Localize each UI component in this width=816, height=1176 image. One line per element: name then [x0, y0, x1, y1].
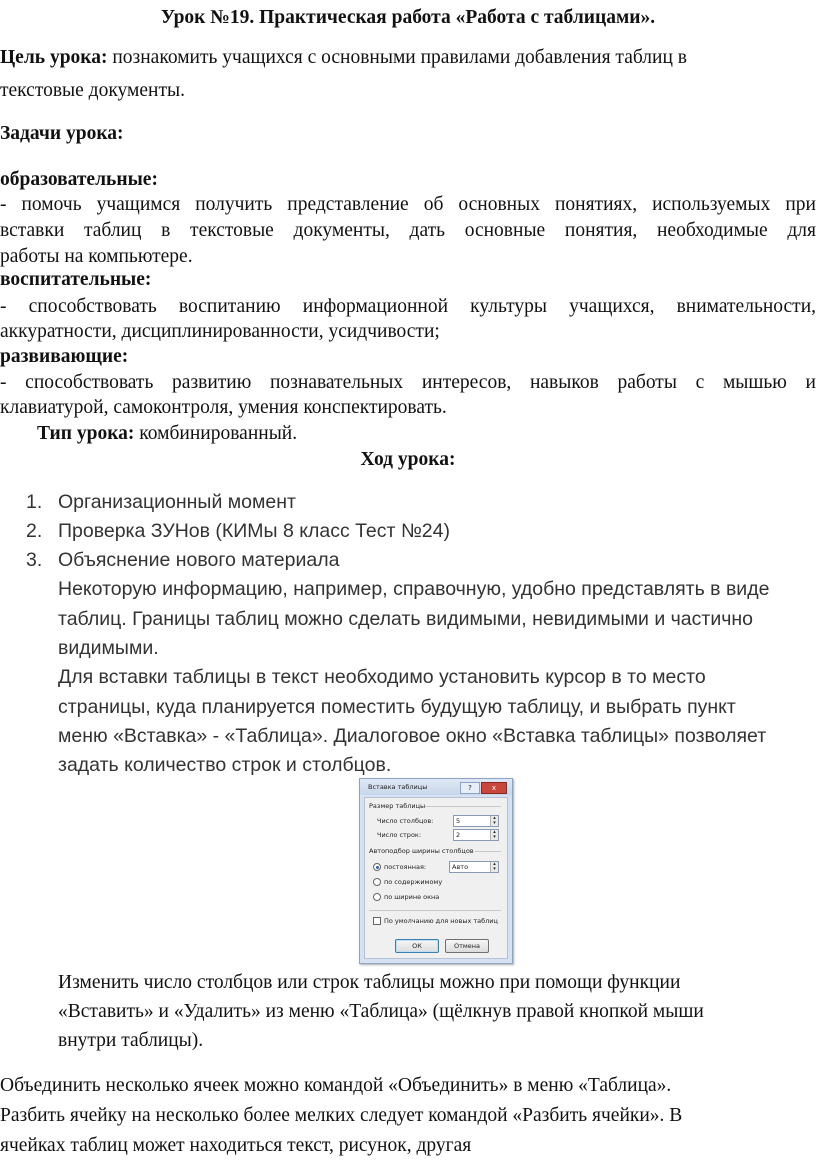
- educational-line-2: вставки таблиц в текстовые документы, дать основные понятия, необходимые для: [0, 220, 816, 241]
- upbringing-label: воспитательные:: [0, 269, 152, 290]
- goal-text-1: познакомить учащихся с основными правилами добавления таблиц в: [112, 47, 687, 68]
- divider: [475, 851, 501, 852]
- explanation-p3-line-2: «Вставить» и «Удалить» из меню «Таблица» (щёлкнув правой кнопкой мыши: [58, 1001, 704, 1022]
- goal-label: Цель урока:: [0, 47, 108, 68]
- closing-line-3: ячейках таблиц может находиться текст, рисунок, другая: [0, 1135, 472, 1156]
- checkbox-icon: [373, 917, 381, 925]
- fixed-width-value: Авто: [452, 863, 469, 871]
- list-item-text: Организационный момент: [58, 491, 296, 513]
- radio-selected-icon: [373, 863, 381, 871]
- explanation-p1-line-3: видимыми.: [58, 637, 159, 659]
- title-prefix: Урок №19.: [160, 7, 255, 28]
- default-check-label: По умолчанию для новых таблиц: [384, 917, 498, 925]
- explanation-p2-line-2: страницы, куда планируется поместить будущую таблицу, и выбрать пункт: [58, 696, 736, 718]
- rows-spinner: [453, 829, 499, 841]
- radio-icon: [373, 878, 381, 886]
- explanation-p2-line-4: задать количество строк и столбцов.: [58, 754, 392, 776]
- rows-value: 2: [456, 831, 461, 839]
- list-item-number: 2.: [26, 520, 43, 542]
- explanation-p1-line-2: таблиц. Границы таблиц можно сделать видимыми, невидимыми и частично: [58, 608, 754, 630]
- spinner-arrows-icon: ▴ ▾: [490, 830, 498, 840]
- tasks-heading: Задачи урока:: [0, 123, 124, 144]
- upbringing-line-1: - способствовать воспитанию информационной культуры учащихся, внимательности,: [0, 296, 816, 317]
- spinner-arrows-icon: ▴ ▾: [490, 816, 498, 826]
- explanation-p1-line-1: Некоторую информацию, например, справочную, удобно представлять в виде: [58, 578, 770, 600]
- developing-line-2: клавиатурой, самоконтроля, умения конспектировать.: [0, 397, 447, 418]
- explanation-p3-line-1: Изменить число столбцов или строк таблицы можно при помощи функции: [58, 972, 681, 993]
- goal-line-1: [0, 45, 816, 71]
- close-icon: x: [481, 782, 507, 794]
- explanation-p3-line-3: внутри таблицы).: [58, 1030, 204, 1051]
- opt-content-label: по содержимому: [384, 878, 443, 886]
- cancel-button: Отмена: [445, 939, 489, 953]
- columns-label: Число столбцов:: [377, 817, 434, 825]
- rows-label: Число строк:: [377, 831, 422, 839]
- ok-button: ОК: [395, 939, 439, 953]
- columns-spinner: [453, 815, 499, 827]
- developing-line-1: - способствовать развитию познавательных интересов, навыков работы с мышью и: [0, 372, 816, 393]
- insert-table-dialog-image: [359, 778, 513, 964]
- list-item-number: 1.: [26, 491, 43, 513]
- help-icon: ?: [460, 782, 480, 794]
- goal-line-2: текстовые документы.: [0, 80, 185, 101]
- dialog-titlebar: [360, 779, 512, 795]
- divider: [369, 910, 501, 911]
- dialog-body: [364, 797, 508, 959]
- educational-label: образовательные:: [0, 169, 158, 190]
- list-item-text: Объяснение нового материала: [58, 549, 340, 571]
- closing-line-2: Разбить ячейку на несколько более мелких следует командой «Разбить ячейки». В: [0, 1105, 683, 1126]
- lesson-type-value: комбинированный.: [139, 423, 298, 444]
- lesson-type-label: Тип урока:: [37, 423, 135, 444]
- explanation-p2-line-3: меню «Вставка» - «Таблица». Диалоговое окно «Вставка таблицы» позволяет: [58, 725, 767, 747]
- autofit-group-label: Автоподбор ширины столбцов: [369, 847, 474, 855]
- lesson-type: [37, 421, 297, 447]
- list-item: [26, 547, 339, 573]
- list-item: [26, 489, 296, 515]
- lesson-flow-heading: Ход урока:: [360, 449, 456, 470]
- list-item: [26, 518, 450, 544]
- developing-label: развивающие:: [0, 346, 129, 367]
- spinner-arrows-icon: ▴ ▾: [490, 862, 498, 872]
- page-title: [0, 5, 816, 31]
- radio-icon: [373, 893, 381, 901]
- closing-line-1: Объединить несколько ячеек можно командой «Объединить» в меню «Таблица».: [0, 1075, 672, 1096]
- list-item-text: Проверка ЗУНов (КИМы 8 класс Тест №24): [58, 520, 450, 542]
- upbringing-line-2: аккуратности, дисциплинированности, усидчивости;: [0, 321, 440, 342]
- opt-window-label: по ширине окна: [384, 893, 440, 901]
- educational-line-3: работы на компьютере.: [0, 246, 193, 267]
- size-group-label: Размер таблицы: [369, 802, 426, 810]
- columns-value: 5: [456, 817, 461, 825]
- educational-line-1: - помочь учащимся получить представление об основных понятиях, используемых при: [0, 194, 816, 215]
- dialog-title: Вставка таблицы: [368, 783, 428, 791]
- fixed-width-field: [449, 861, 499, 873]
- divider: [425, 806, 501, 807]
- list-item-number: 3.: [26, 549, 43, 571]
- explanation-p2-line-1: Для вставки таблицы в текст необходимо установить курсор в то место: [58, 666, 706, 688]
- title-main: Практическая работа «Работа с таблицами».: [259, 7, 656, 28]
- opt-fixed-label: постоянная:: [384, 863, 427, 871]
